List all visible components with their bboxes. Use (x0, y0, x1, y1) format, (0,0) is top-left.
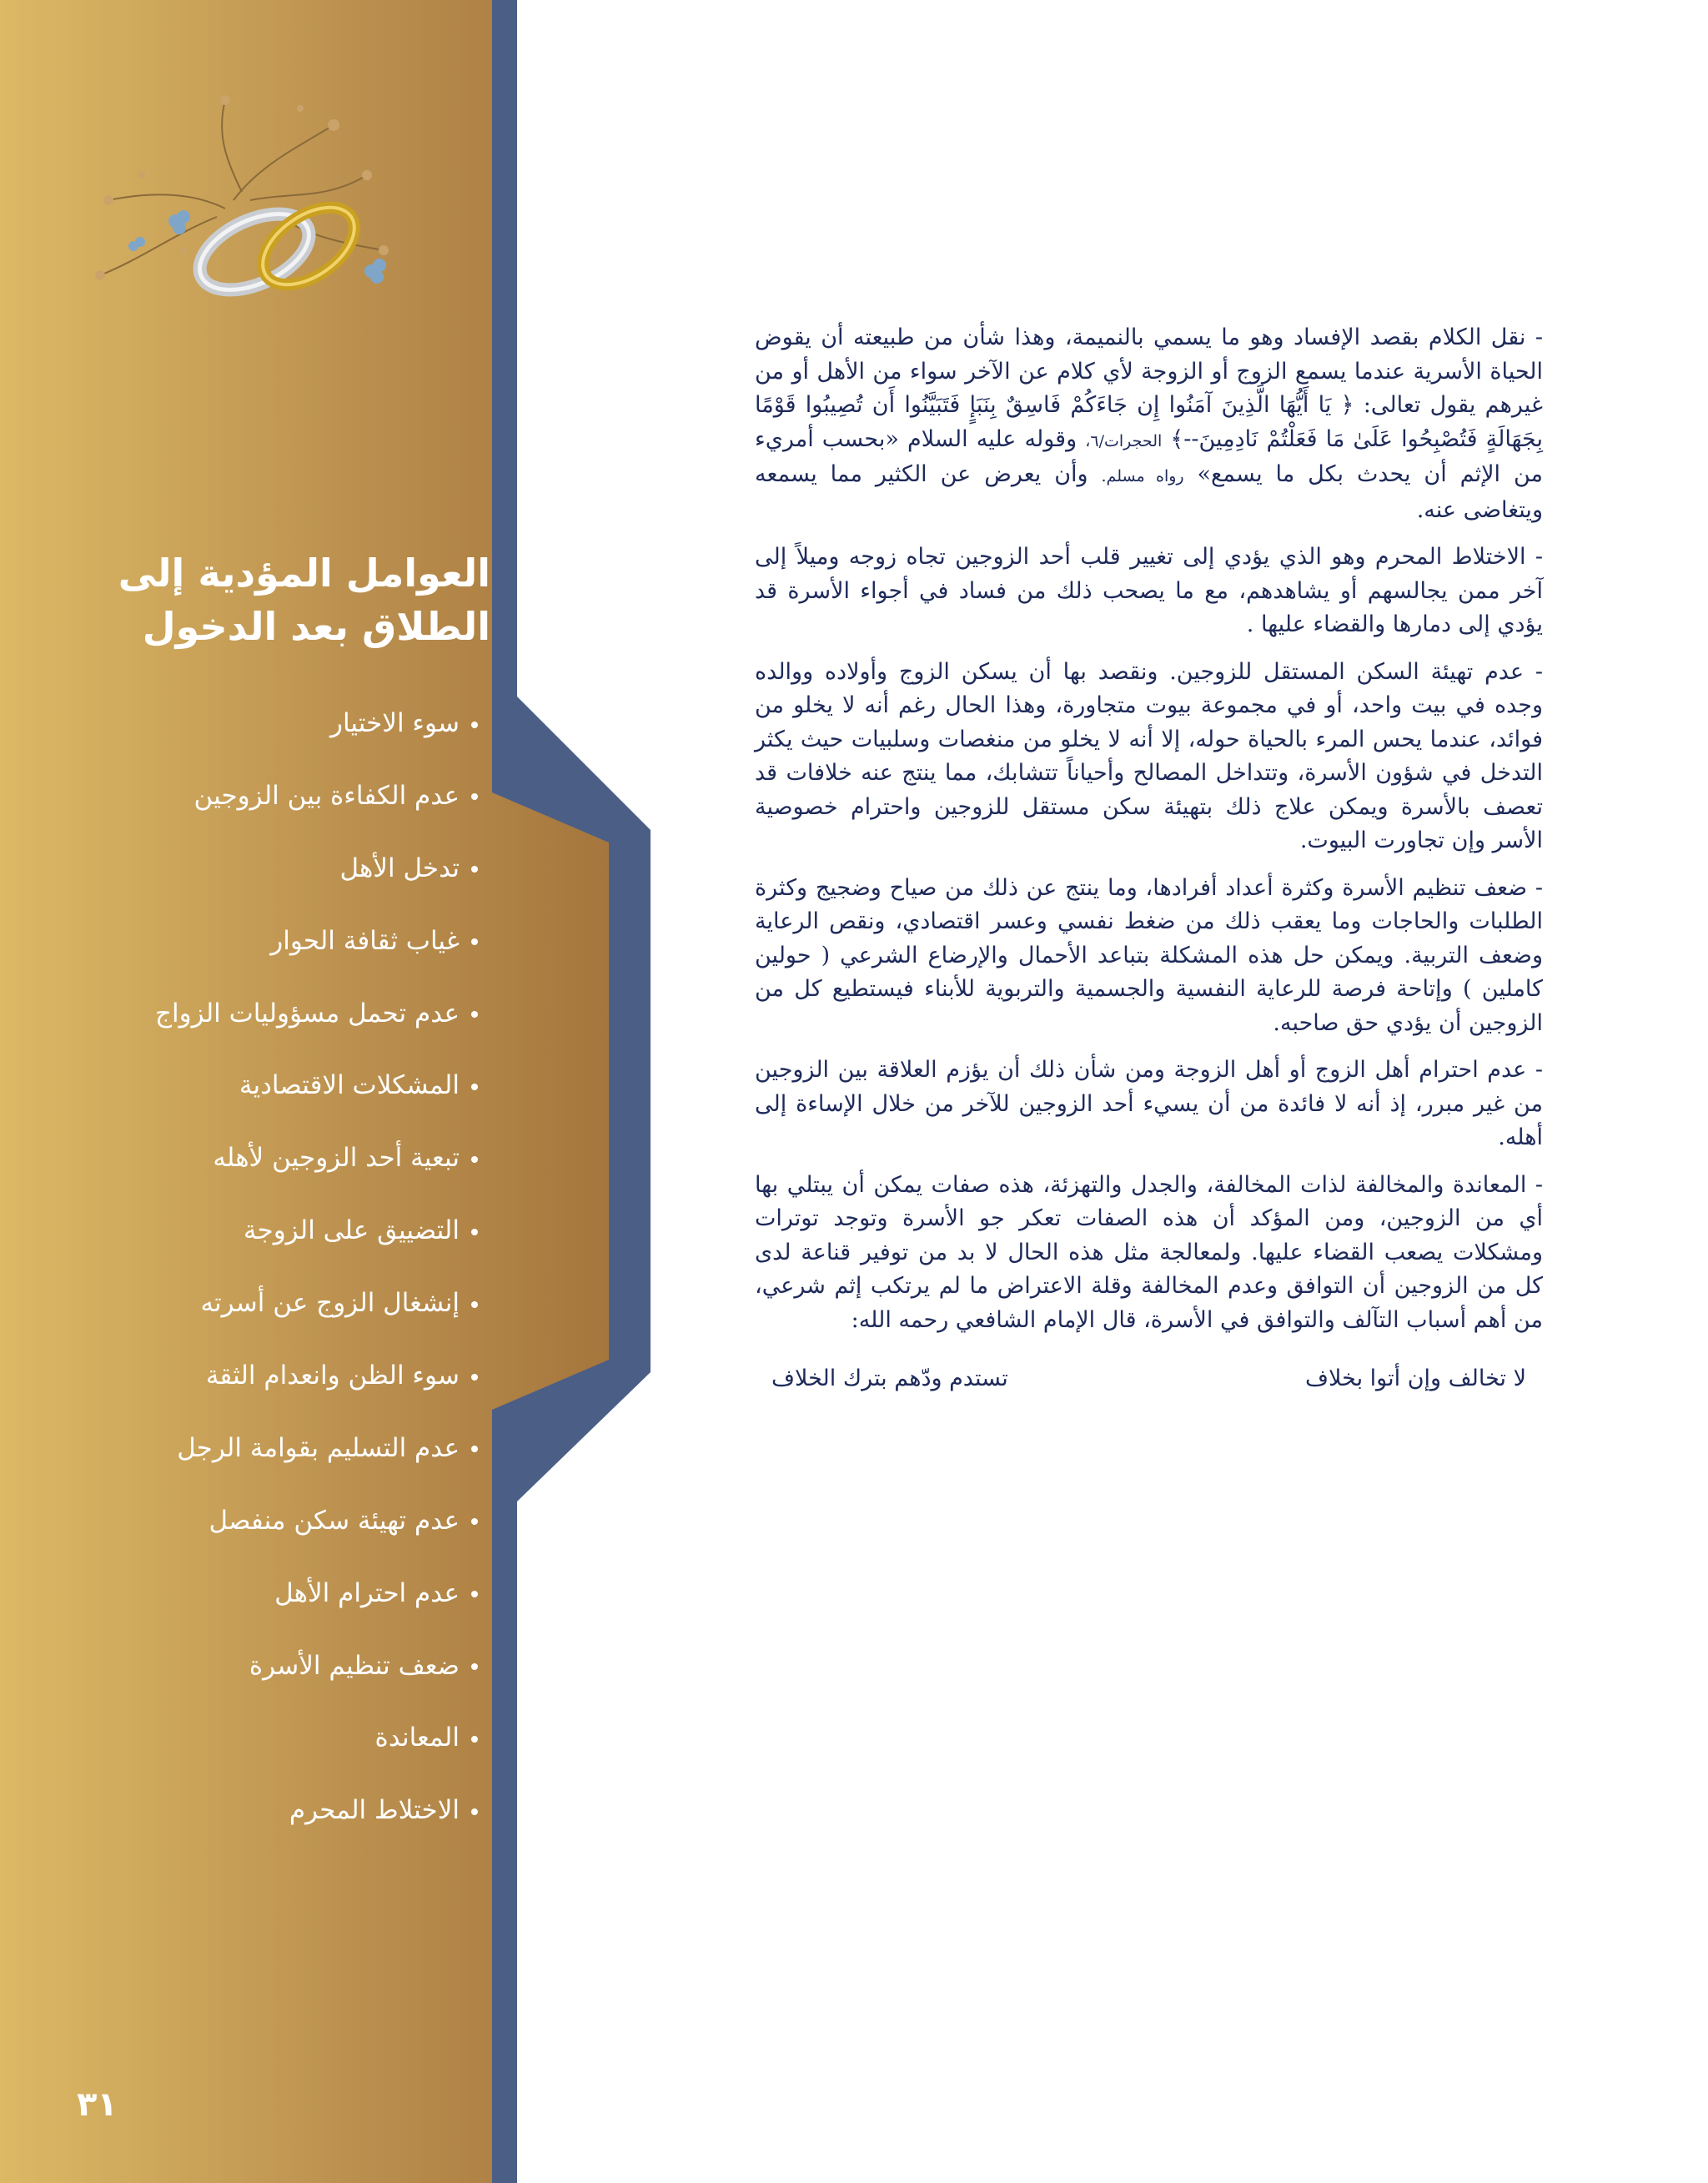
list-item: غياب ثقافة الحوار (155, 923, 478, 995)
verse-second-hemistich: تستدم ودّهم بترك الخلاف (771, 1366, 1008, 1391)
list-item: عدم تحمل مسؤوليات الزواج (155, 995, 478, 1068)
list-item: إنشغال الزوج عن أسرته (155, 1285, 478, 1357)
bullet-icon (471, 1518, 478, 1525)
bullet-icon (471, 1663, 478, 1670)
paragraph-stubbornness: - المعاندة والمخالفة لذات المخالفة، والجدل والتهزئة، هذه صفات يمكن أن يبتلي بها أي من الزوجين، ومن المؤكد أن هذه الصفات تعكر جو الأسرة وتوجد توترات ومشكلات يصعب القضاء عليها. ولمعالجة مثل هذه الحال لا بد من توفير قناعة لدى كل من الزوجين أن التوافق وعدم المخالفة وقلة الاعتراض ما لم يرتكب إثم شرعي، من أهم أسباب التآلف والتوافق في الأسرة، قال الإمام الشافعي رحمه الله: (755, 1171, 1543, 1333)
bullet-icon (471, 1084, 478, 1090)
bullet-icon (471, 1156, 478, 1163)
paragraph-respect: - عدم احترام أهل الزوج أو أهل الزوجة ومن شأن ذلك أن يؤزم العلاقة بين الزوجين من غير مبرر، إذ أنه لا فائدة من أن يسيء أحد الزوجين للآخر من خلال الإساءة إلى أهله. (755, 1057, 1543, 1150)
list-item: تدخل الأهل (155, 850, 478, 923)
bullet-icon (471, 1229, 478, 1235)
list-item: عدم الكفاءة بين الزوجين (155, 777, 478, 850)
poem-verse (755, 1362, 1543, 1396)
bullet-icon (471, 1736, 478, 1743)
bullet-icon (471, 722, 478, 728)
bullet-icon (471, 1808, 478, 1815)
list-item: سوء الظن وانعدام الثقة (155, 1357, 478, 1430)
paragraph-gossip: - نقل الكلام بقصد الإفساد وهو ما يسمي بالنميمة، وهذا شأن من طبيعته أن يقوض الحياة الأسرية عندما يسمع الزوج أو الزوجة لأي كلام عن الآخر سواء من الأهل أو من غيرهم يقول تعالى: ﴿ يَا أَيُّهَا الَّذِينَ آمَنُوا إِن جَاءَكُمْ فَاسِقٌ بِنَبَإٍ فَتَبَيَّنُوا أَن تُصِيبُوا قَوْمًا بِجَهَالَةٍ فَتُصْبِحُوا عَلَىٰ مَا فَعَلْتُمْ نَادِمِينَ--﴾ الحجرات/٦، وقوله عليه السلام «بحسب أمريء من الإثم أن يحدث بكل ما يسمع» رواه مسلم. وأن يعرض عن الكثير مما يسمعه ويتغاضى عنه. (755, 324, 1543, 523)
list-item: ضعف تنظيم الأسرة (155, 1647, 478, 1720)
list-item: الاختلاط المحرم (155, 1792, 478, 1864)
quran-reference: الحجرات/٦، (1085, 431, 1163, 450)
wedding-rings-illustration (50, 75, 417, 325)
list-item: التضييق على الزوجة (155, 1212, 478, 1285)
sidebar-topic-list (155, 705, 478, 1864)
paragraph-mixing: - الاختلاط المحرم وهو الذي يؤدي إلى تغيير قلب أحد الزوجين تجاه زوجه وميلاً إلى آخر ممن يجالسهم أو يشاهدهم، مع ما يصحب ذلك من فساد في أجواء الأسرة قد يؤدي إلى دمارها والقضاء عليها . (755, 544, 1543, 637)
bullet-icon (471, 1591, 478, 1597)
paragraph-housing: - عدم تهيئة السكن المستقل للزوجين. ونقصد بها أن يسكن الزوج وأولاده ووالده وجده في بيت واحد، أو في مجموعة بيوت متجاورة، وهذا الحال رغم أنه لا يخلو من فوائد، عندما يحس المرء بالحياة حوله، إلا أنه لا يخلو من منغصات وسلبيات حيث يكثر التدخل في شؤون الأسرة، وتتداخل المصالح وأحياناً تتشابك، مما ينتج عنه خلافات قد تعصف بالأسرة ويمكن علاج ذلك بتهيئة سكن مستقل للزوجين واحترام خصوصية الأسر وإن تجاورت البيوت. (755, 658, 1543, 853)
page-number: ٣١ (77, 2085, 118, 2124)
bullet-icon (471, 866, 478, 873)
paragraph-family-planning: - ضعف تنظيم الأسرة وكثرة أعداد أفرادها، وما ينتج عن ذلك من صياح وضجيج وكثرة الطلبات والحاجات وما يعقب ذلك من ضغط نفسي وعسر اقتصادي، ونقص الرعاية وضعف التربية. ويمكن حل هذه المشكلة بتباعد الأحمال والإرضاع الشرعي ( حولين كاملين ) وإتاحة فرصة للرعاية النفسية والجسمية والتربوية للأبناء فيستطيع كل من الزوجين أن يؤدي حق صاحبه. (755, 874, 1543, 1036)
list-item: عدم تهيئة سكن منفصل (155, 1502, 478, 1575)
list-item: تبعية أحد الزوجين لأهله (155, 1139, 478, 1212)
bullet-icon (471, 793, 478, 800)
article-body (755, 321, 1543, 1396)
bullet-icon (471, 1301, 478, 1308)
hadith-reference: رواه مسلم. (1101, 467, 1184, 485)
sidebar-title-line2: الطلاق بعد الدخول (142, 604, 490, 649)
sidebar-title-line1: العوامل المؤدية إلى (118, 551, 490, 596)
verse-first-hemistich: لا تخالف وإن أتوا بخلاف (1305, 1366, 1526, 1391)
list-item: المعاندة (155, 1719, 478, 1792)
list-item: المشكلات الاقتصادية (155, 1067, 478, 1139)
list-item: سوء الاختيار (155, 705, 478, 777)
bullet-icon (471, 1374, 478, 1381)
bullet-icon (471, 1011, 478, 1018)
bullet-icon (471, 938, 478, 945)
list-item: عدم التسليم بقوامة الرجل (155, 1430, 478, 1502)
list-item: عدم احترام الأهل (155, 1575, 478, 1647)
sidebar-title (57, 546, 490, 653)
bullet-icon (471, 1446, 478, 1452)
